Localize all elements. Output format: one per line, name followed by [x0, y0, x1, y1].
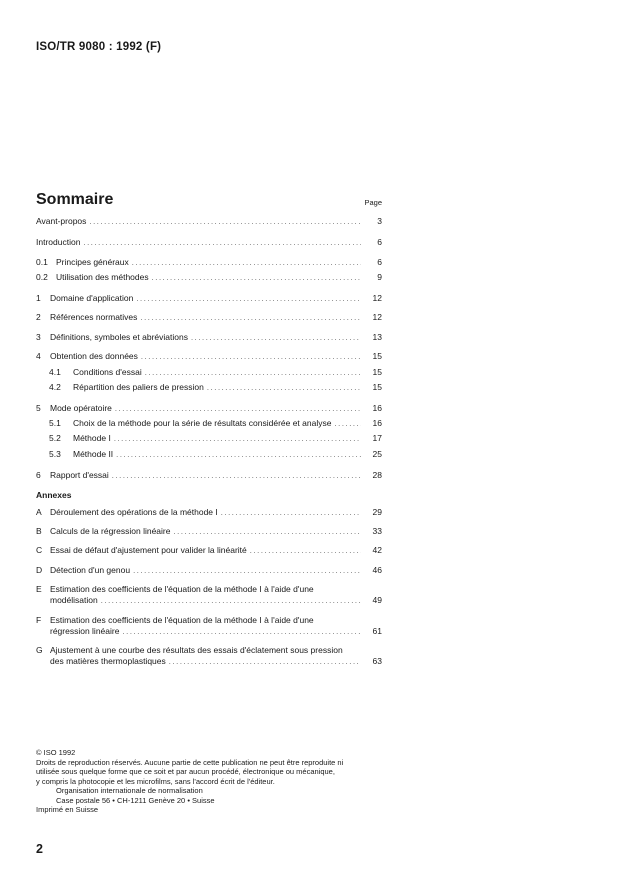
toc-entry-page: 46: [372, 565, 382, 575]
copyright-line: © ISO 1992: [36, 748, 76, 757]
annexes-heading: Annexes: [36, 490, 72, 500]
leader-dots: [152, 272, 361, 283]
toc-entry-label-line2: des matières thermoplastiques: [50, 656, 166, 666]
toc-entry-page: 9: [377, 272, 382, 282]
toc-entry-number: 4.1: [49, 367, 61, 377]
toc-page-label: Page: [364, 198, 382, 207]
toc-entry-page: 15: [372, 382, 382, 392]
leader-dots: [141, 351, 361, 362]
toc-entry-page: 17: [372, 433, 382, 443]
toc-entry-page: 16: [372, 403, 382, 413]
printed-in: Imprimé en Suisse: [36, 805, 99, 814]
leader-dots: [207, 382, 361, 393]
toc-entry-number: 5: [36, 403, 41, 413]
toc-entry-label-line1: Estimation des coefficients de l'équation de la méthode I à l'aide d'une: [50, 615, 314, 625]
toc-entry-number: 4.2: [49, 382, 61, 392]
toc-entry-page: 12: [372, 293, 382, 303]
leader-dots: [191, 332, 361, 343]
toc-entry-5-2[interactable]: [36, 433, 382, 444]
toc-entry-page: 6: [377, 257, 382, 267]
toc-entry-page: 13: [372, 332, 382, 342]
toc-entry-label-line1: Ajustement à une courbe des résultats des essais d'éclatement sous pression: [50, 645, 343, 655]
toc-entry-label: Méthode I: [73, 433, 111, 443]
toc-title: Sommaire: [36, 191, 114, 208]
toc-entry-label-line2: modélisation: [50, 595, 98, 605]
toc-annex-b[interactable]: [36, 526, 382, 537]
toc-entry-number: F: [36, 615, 42, 625]
toc-entry-label: Choix de la méthode pour la série de résultats considérée et analyse: [73, 418, 332, 428]
toc-entry-label: Détection d'un genou: [50, 565, 131, 575]
toc-annex-a[interactable]: [36, 507, 382, 518]
toc-entry-label: Calculs de la régression linéaire: [50, 526, 171, 536]
leader-dots: [133, 565, 361, 576]
leader-dots: [116, 449, 361, 460]
toc-annex-g[interactable]: [36, 645, 382, 667]
toc-entry-label: Domaine d'application: [50, 293, 134, 303]
toc-entry-number: B: [36, 526, 42, 536]
toc-entry-0-1[interactable]: [36, 257, 382, 268]
toc-entry-page: 42: [372, 545, 382, 555]
toc-entry-page: 61: [372, 626, 382, 636]
leader-dots: [115, 403, 361, 414]
toc-header: [36, 191, 382, 213]
toc-entry-number: 6: [36, 470, 41, 480]
leader-dots: [334, 418, 361, 429]
toc-entry-label: Rapport d'essai: [50, 470, 109, 480]
toc-entry-page: 6: [377, 237, 382, 247]
toc-entry-number: 1: [36, 293, 41, 303]
toc-entry-page: 49: [372, 595, 382, 605]
toc-entry-label: Définitions, symboles et abréviations: [50, 332, 188, 342]
toc-entry-page: 33: [372, 526, 382, 536]
leader-dots: [83, 237, 361, 248]
toc-entry-number: D: [36, 565, 43, 575]
leader-dots: [114, 433, 361, 444]
leader-dots: [136, 293, 361, 304]
rights-line-2: utilisée sous quelque forme que ce soit et par aucun procédé, électronique ou mécanique,: [36, 767, 335, 776]
toc-entry-number: A: [36, 507, 42, 517]
leader-dots: [145, 367, 361, 378]
toc-annex-c[interactable]: [36, 545, 382, 556]
toc-entry-4-1[interactable]: [36, 367, 382, 378]
toc-entry-label: Déroulement des opérations de la méthode I: [50, 507, 218, 517]
toc-entry-number: 0.1: [36, 257, 48, 267]
toc-entry-4-2[interactable]: [36, 382, 382, 393]
toc-entry-page: 28: [372, 470, 382, 480]
toc-entry-label: Essai de défaut d'ajustement pour valider la linéarité: [50, 545, 247, 555]
toc-entry-label: Conditions d'essai: [73, 367, 142, 377]
toc-entry-page: 3: [377, 216, 382, 226]
toc-entry-5-3[interactable]: [36, 449, 382, 460]
toc-entry-number: 5.2: [49, 433, 61, 443]
toc-entry-label: Répartition des paliers de pression: [73, 382, 204, 392]
leader-dots: [173, 526, 361, 537]
toc-entry-0-2[interactable]: [36, 272, 382, 283]
leader-dots: [132, 257, 361, 268]
toc-entry-number: 3: [36, 332, 41, 342]
toc-annex-e[interactable]: [36, 584, 382, 606]
toc-entry-2[interactable]: [36, 312, 382, 323]
leader-dots: [122, 626, 361, 637]
toc-entry-5[interactable]: [36, 403, 382, 414]
toc-entry-label: Références normatives: [50, 312, 138, 322]
organization-address: Case postale 56 • CH-1211 Genève 20 • Suisse: [56, 795, 215, 805]
toc-entry-number: C: [36, 545, 43, 555]
toc-entry-page: 29: [372, 507, 382, 517]
toc-entry-label: Avant-propos: [36, 216, 87, 226]
toc-entry-label: Principes généraux: [56, 257, 129, 267]
toc-entry-page: 12: [372, 312, 382, 322]
toc-entry-label: Utilisation des méthodes: [56, 272, 149, 282]
toc-entry-page: 15: [372, 351, 382, 361]
toc-entry-number: E: [36, 584, 42, 594]
toc-entry-label: Mode opératoire: [50, 403, 112, 413]
toc-entry-number: 5.1: [49, 418, 61, 428]
toc-entry-label-line2: régression linéaire: [50, 626, 120, 636]
toc-entry-number: 4: [36, 351, 41, 361]
organization-name: Organisation internationale de normalisation: [56, 786, 203, 795]
toc-entry-page: 15: [372, 367, 382, 377]
toc-annex-f[interactable]: [36, 615, 382, 637]
toc-entry-5-1[interactable]: [36, 418, 382, 429]
toc-entry-introduction[interactable]: [36, 237, 382, 248]
toc-entry-4[interactable]: [36, 351, 382, 362]
toc-entry-label-line1: Estimation des coefficients de l'équation de la méthode I à l'aide d'une: [50, 584, 314, 594]
rights-line-1: Droits de reproduction réservés. Aucune partie de cette publication ne peut être reproduite ni: [36, 757, 344, 767]
leader-dots: [89, 216, 361, 227]
toc-entry-page: 16: [372, 418, 382, 428]
toc-entry-label: Introduction: [36, 237, 81, 247]
toc-entry-label: Obtention des données: [50, 351, 138, 361]
leader-dots: [101, 595, 361, 606]
toc-annex-d[interactable]: [36, 565, 382, 576]
rights-line-3: y compris la photocopie et les microfilms, sans l'accord écrit de l'éditeur.: [36, 776, 275, 786]
toc-entry-number: 0.2: [36, 272, 48, 282]
page-number: 2: [36, 842, 43, 856]
toc-entry-1[interactable]: [36, 293, 382, 304]
toc-entry-6[interactable]: [36, 470, 382, 481]
leader-dots: [221, 507, 361, 518]
toc-entry-avant-propos[interactable]: [36, 216, 382, 227]
leader-dots: [250, 545, 361, 556]
toc-entry-page: 63: [372, 656, 382, 666]
leader-dots: [140, 312, 361, 323]
leader-dots: [112, 470, 361, 481]
copyright-footer: [36, 748, 386, 815]
toc-entry-number: 5.3: [49, 449, 61, 459]
toc-entry-page: 25: [372, 449, 382, 459]
document-id: ISO/TR 9080 : 1992 (F): [36, 41, 162, 53]
toc-entry-number: 2: [36, 312, 41, 322]
toc-entry-label: Méthode II: [73, 449, 114, 459]
toc-entry-number: G: [36, 645, 43, 655]
leader-dots: [169, 656, 361, 667]
toc-entry-3[interactable]: [36, 332, 382, 343]
